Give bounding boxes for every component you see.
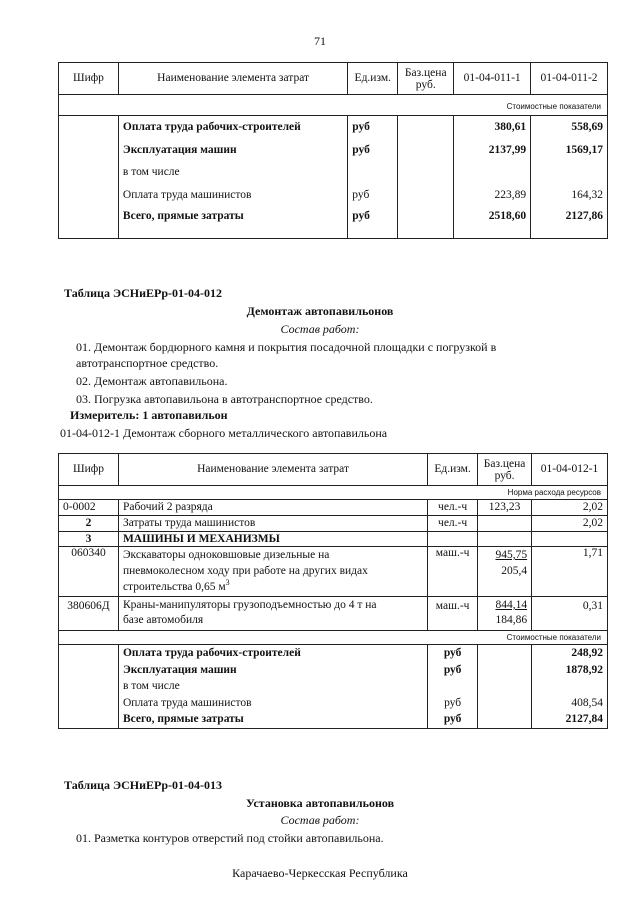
row-code: 2 [59,516,119,532]
work-step: 01. Разметка контуров отверстий под стойки автопавильона. [76,831,384,845]
row-code: 0-0002 [59,500,119,516]
row-unit: руб [348,116,398,139]
row-name: Эксплуатация машин [118,139,347,162]
page-number: 71 [314,34,326,48]
row-unit: руб [428,662,478,679]
work-step: 02. Демонтаж автопавильона. [76,374,228,388]
section-label: Стоимостные показатели [59,95,608,116]
row-unit: руб [348,184,398,207]
row-value-1: 380,61 [454,116,531,139]
row-value: 248,92 [532,645,608,662]
row-value: 2,02 [532,516,608,532]
work-step: 01. Демонтаж бордюрного камня и покрытия посадочной площадки с погрузкой в [76,340,497,354]
row-name: Всего, прямые затраты [118,207,347,239]
row-value-1: 223,89 [454,184,531,207]
meter-line: Измеритель: 1 автопавильон [70,408,228,422]
header-price: Баз.цена руб. [478,454,532,486]
row-name: Оплата труда рабочих-строителей [118,645,427,662]
header-col-1: 01-04-011-1 [454,63,531,95]
row-name [118,597,427,631]
row-name: Оплата труда машинистов [118,695,427,712]
row-name [118,547,427,597]
row-name: Оплата труда машинистов [118,184,347,207]
header-col-2: 01-04-011-2 [531,63,608,95]
work-step-cont: автотранспортное средство. [76,356,219,370]
row-name-line: пневмоколесном ходу при работе на других видах [122,565,368,577]
row-unit: чел.-ч [428,516,478,532]
row-name-line: базе автомобиля [122,614,204,626]
row-value: 1,71 [532,547,608,597]
row-unit: маш.-ч [428,547,478,597]
row-price: 945,75 205,4 [478,547,532,597]
header-code: Шифр [59,454,119,486]
header-code: Шифр [59,63,119,95]
row-value-2: 1569,17 [531,139,608,162]
row-name: Эксплуатация машин [118,662,427,679]
row-price: 123,23 [478,500,532,516]
resource-table-012 [58,453,608,729]
row-unit: руб [348,139,398,162]
header-col-1: 01-04-012-1 [532,454,608,486]
row-value: 0,31 [532,597,608,631]
cost-table-011 [58,62,608,239]
row-name-line: Экскаваторы одноковшовые дизельные на [122,549,330,561]
page-footer: Карачаево-Черкесская Республика [232,866,408,880]
header-name: Наименование элемента затрат [118,454,427,486]
header-unit: Ед.изм. [348,63,398,95]
row-name: в том числе [118,679,427,695]
section-label: Норма расхода ресурсов [59,486,608,500]
header-unit: Ед.изм. [428,454,478,486]
row-value: 2127,84 [532,712,608,729]
row-value-1: 2137,99 [454,139,531,162]
code-line: 01-04-012-1 Демонтаж сборного металлического автопавильона [60,426,388,440]
row-name: Рабочий 2 разряда [118,500,427,516]
row-value-2: 164,32 [531,184,608,207]
row-unit: маш.-ч [428,597,478,631]
row-value-1: 2518,60 [454,207,531,239]
row-name-line: строительства 0,65 $м^3$ [122,578,230,593]
row-code: 060340 [59,547,119,597]
section-subtitle: Состав работ: [280,322,360,336]
section-title: Демонтаж автопавильонов [246,304,394,318]
row-name: в том числе [118,162,347,184]
row-value-2: 558,69 [531,116,608,139]
row-name: Затраты труда машинистов [118,516,427,532]
header-name: Наименование элемента затрат [118,63,347,95]
row-unit: руб [348,207,398,239]
row-code: 380606Д [59,597,119,631]
row-unit: руб [428,695,478,712]
header-price: Баз.цена руб. [398,63,454,95]
row-name: Оплата труда рабочих-строителей [118,116,347,139]
row-name: Всего, прямые затраты [118,712,427,729]
row-value-2: 2127,86 [531,207,608,239]
table-title: Таблица ЭСНиЕРр-01-04-013 [64,778,223,792]
row-name: МАШИНЫ И МЕХАНИЗМЫ [118,532,427,547]
row-unit: чел.-ч [428,500,478,516]
row-unit: руб [428,645,478,662]
section-title: Установка автопавильонов [245,796,395,810]
row-value: 2,02 [532,500,608,516]
row-value: 408,54 [532,695,608,712]
section-subtitle: Состав работ: [280,813,360,827]
row-unit: руб [428,712,478,729]
row-name-line: Краны-манипуляторы грузоподъемностью до 4 т на [122,599,377,611]
section-label: Стоимостные показатели [59,631,608,645]
work-step: 03. Погрузка автопавильона в автотранспортное средство. [76,392,373,406]
table-title: Таблица ЭСНиЕРр-01-04-012 [64,286,223,300]
row-code: 3 [59,532,119,547]
row-value: 1878,92 [532,662,608,679]
row-price: 844,14 184,86 [478,597,532,631]
